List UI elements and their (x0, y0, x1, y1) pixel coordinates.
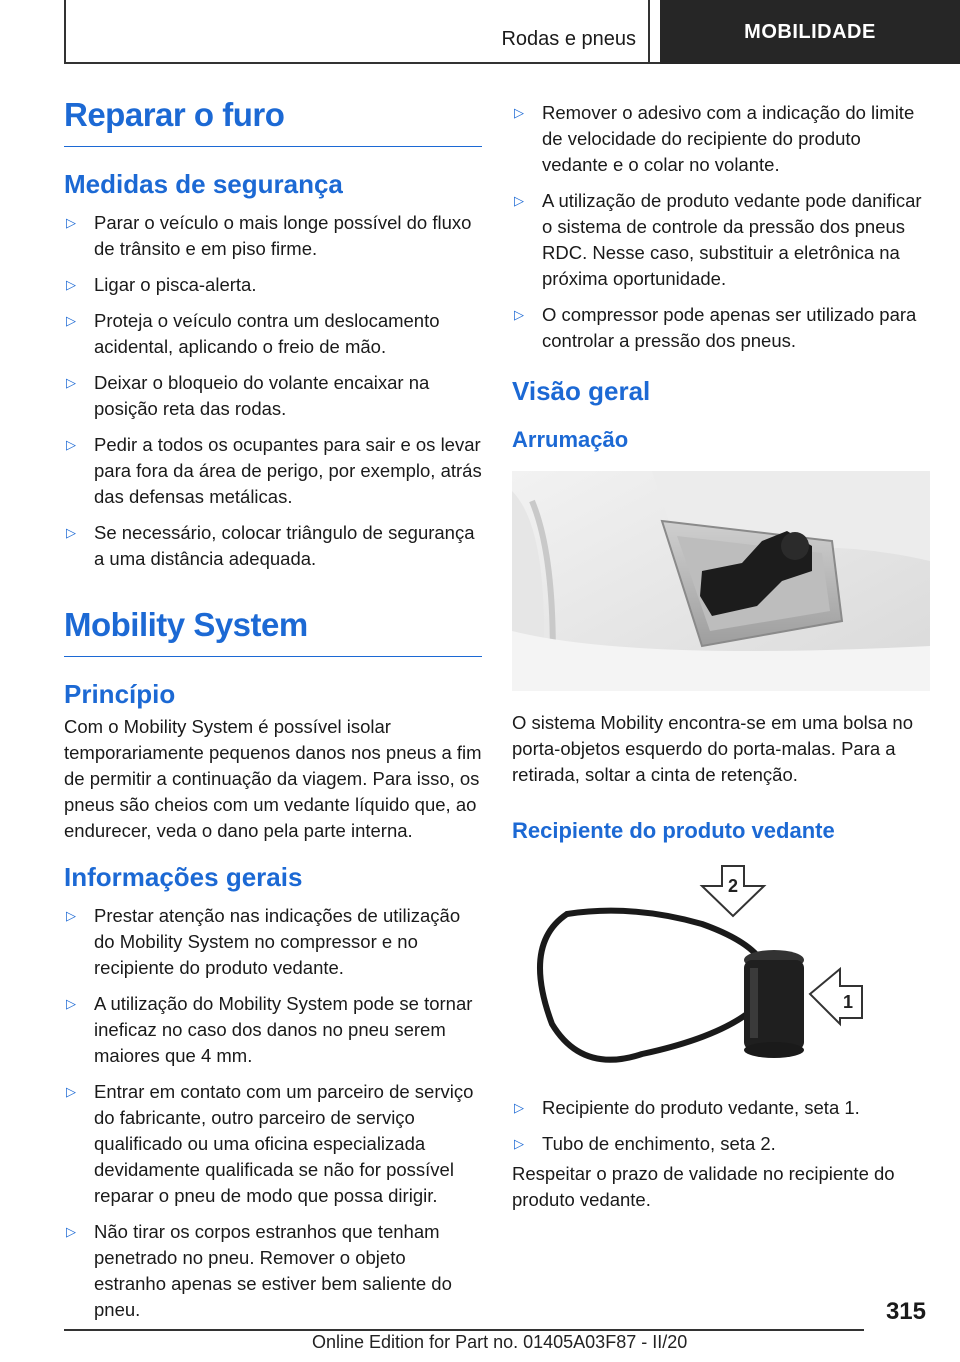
heading-safety: Medidas de segurança (64, 169, 343, 199)
sealant-container-figure (512, 864, 930, 1074)
triangle-bullet-icon: ▷ (66, 375, 76, 390)
header-divider-right (648, 0, 650, 64)
safety-list (64, 210, 482, 572)
list-item: ▷ Proteja o veículo contra um deslocamento acidental, aplicando o freio de mão. (66, 310, 440, 357)
triangle-bullet-icon: ▷ (514, 307, 524, 322)
list-item: ▷ Recipiente do produto vedante, seta 1. (512, 1095, 930, 1121)
list-item: ▷ Entrar em contato com um parceiro de serviço do fabricante, outro parceiro de serviço qualificado ou uma oficina especializada devidamente qualificada se não for possível reparar o pneu de modo que possa dirigir. (66, 1081, 474, 1206)
arrow-1-icon (810, 969, 862, 1024)
heading-mobility-system: Mobility System (64, 606, 482, 657)
triangle-bullet-icon: ▷ (66, 996, 76, 1011)
list-item: ▷ A utilização do Mobility System pode se tornar ineficaz no caso dos danos no pneu serem maiores que 4 mm. (66, 993, 473, 1066)
triangle-bullet-icon: ▷ (514, 1136, 524, 1151)
page-number: 315 (885, 1298, 926, 1325)
triangle-bullet-icon: ▷ (66, 1224, 76, 1239)
precaution-list (512, 100, 930, 354)
header-rule (64, 62, 660, 64)
footer-edition: Online Edition for Part no. 01405A03F87 - II/20 (312, 1332, 688, 1352)
list-item: ▷ Pedir a todos os ocupantes para sair e os levar para fora da área de perigo, por exemplo, atrás das defensas metálicas. (66, 434, 482, 507)
header-chapter-tab: MOBILIDADE (660, 0, 960, 64)
triangle-bullet-icon: ▷ (66, 313, 76, 328)
heading-overview: Visão geral (512, 376, 651, 406)
list-item: ▷ O compressor pode apenas ser utilizado para controlar a pressão dos pneus. (514, 304, 917, 351)
heading-sealant-container: Recipiente do produto vedante (512, 818, 835, 843)
list-item: ▷ Remover o adesivo com a indicação do limite de velocidade do recipiente do produto vedante e o colar no volante. (514, 102, 915, 175)
right-column (512, 100, 930, 1213)
storage-compartment-photo (512, 471, 930, 691)
list-item: ▷ Parar o veículo o mais longe possível do fluxo de trânsito e em piso firme. (66, 212, 472, 259)
general-list (64, 903, 482, 1323)
list-item: ▷ Deixar o bloqueio do volante encaixar na posição reta das rodas. (66, 372, 430, 419)
triangle-bullet-icon: ▷ (66, 437, 76, 452)
heading-general-info: Informações gerais (64, 862, 303, 892)
heading-storage: Arrumação (512, 427, 629, 452)
list-item: ▷ Não tirar os corpos estranhos que tenham penetrado no pneu. Remover o objeto estranho apenas se estiver bem saliente do pneu. (66, 1221, 452, 1320)
arrow-1-label: 1 (842, 992, 854, 1012)
principle-text: Com o Mobility System é possível isolar temporariamente pequenos danos nos pneus a fim de permitir a continuação da viagem. Para isso, os pneus são cheios com um vedante líquido que, ao endurecer, veda o dano pela parte interna. (64, 716, 482, 841)
list-item: ▷ Se necessário, colocar triângulo de segurança a uma distância adequada. (66, 522, 475, 569)
list-item: ▷ Prestar atenção nas indicações de utilização do Mobility System no compressor e no recipiente do produto vedante. (66, 905, 461, 978)
triangle-bullet-icon: ▷ (66, 525, 76, 540)
list-item: ▷ Ligar o pisca-alerta. (64, 272, 482, 298)
footer-rule (64, 1329, 864, 1331)
heading-principle: Princípio (64, 679, 176, 709)
list-item: ▷ Tubo de enchimento, seta 2. (512, 1131, 930, 1157)
arrow-2-label: 2 (727, 876, 739, 896)
triangle-bullet-icon: ▷ (66, 215, 76, 230)
triangle-bullet-icon: ▷ (514, 1100, 524, 1115)
triangle-bullet-icon: ▷ (66, 1084, 76, 1099)
triangle-bullet-icon: ▷ (514, 105, 524, 120)
list-item: ▷ A utilização de produto vedante pode danificar o sistema de controle da pressão dos pneus RDC. Nesse caso, substituir a eletrônica na próxima oportunidade. (514, 190, 922, 289)
triangle-bullet-icon: ▷ (514, 193, 524, 208)
triangle-bullet-icon: ▷ (66, 277, 76, 292)
heading-repair: Reparar o furo (64, 96, 482, 147)
container-parts-list (512, 1095, 930, 1157)
left-column (64, 96, 482, 1333)
triangle-bullet-icon: ▷ (66, 908, 76, 923)
storage-text: O sistema Mobility encontra-se em uma bolsa no porta-objetos esquerdo do porta-malas. Para a retirada, soltar a cinta de retenção. (512, 712, 914, 785)
container-note: Respeitar o prazo de validade no recipiente do produto vedante. (512, 1163, 895, 1210)
header-section-title: Rodas e pneus (501, 28, 636, 50)
header-divider-left (64, 0, 66, 64)
